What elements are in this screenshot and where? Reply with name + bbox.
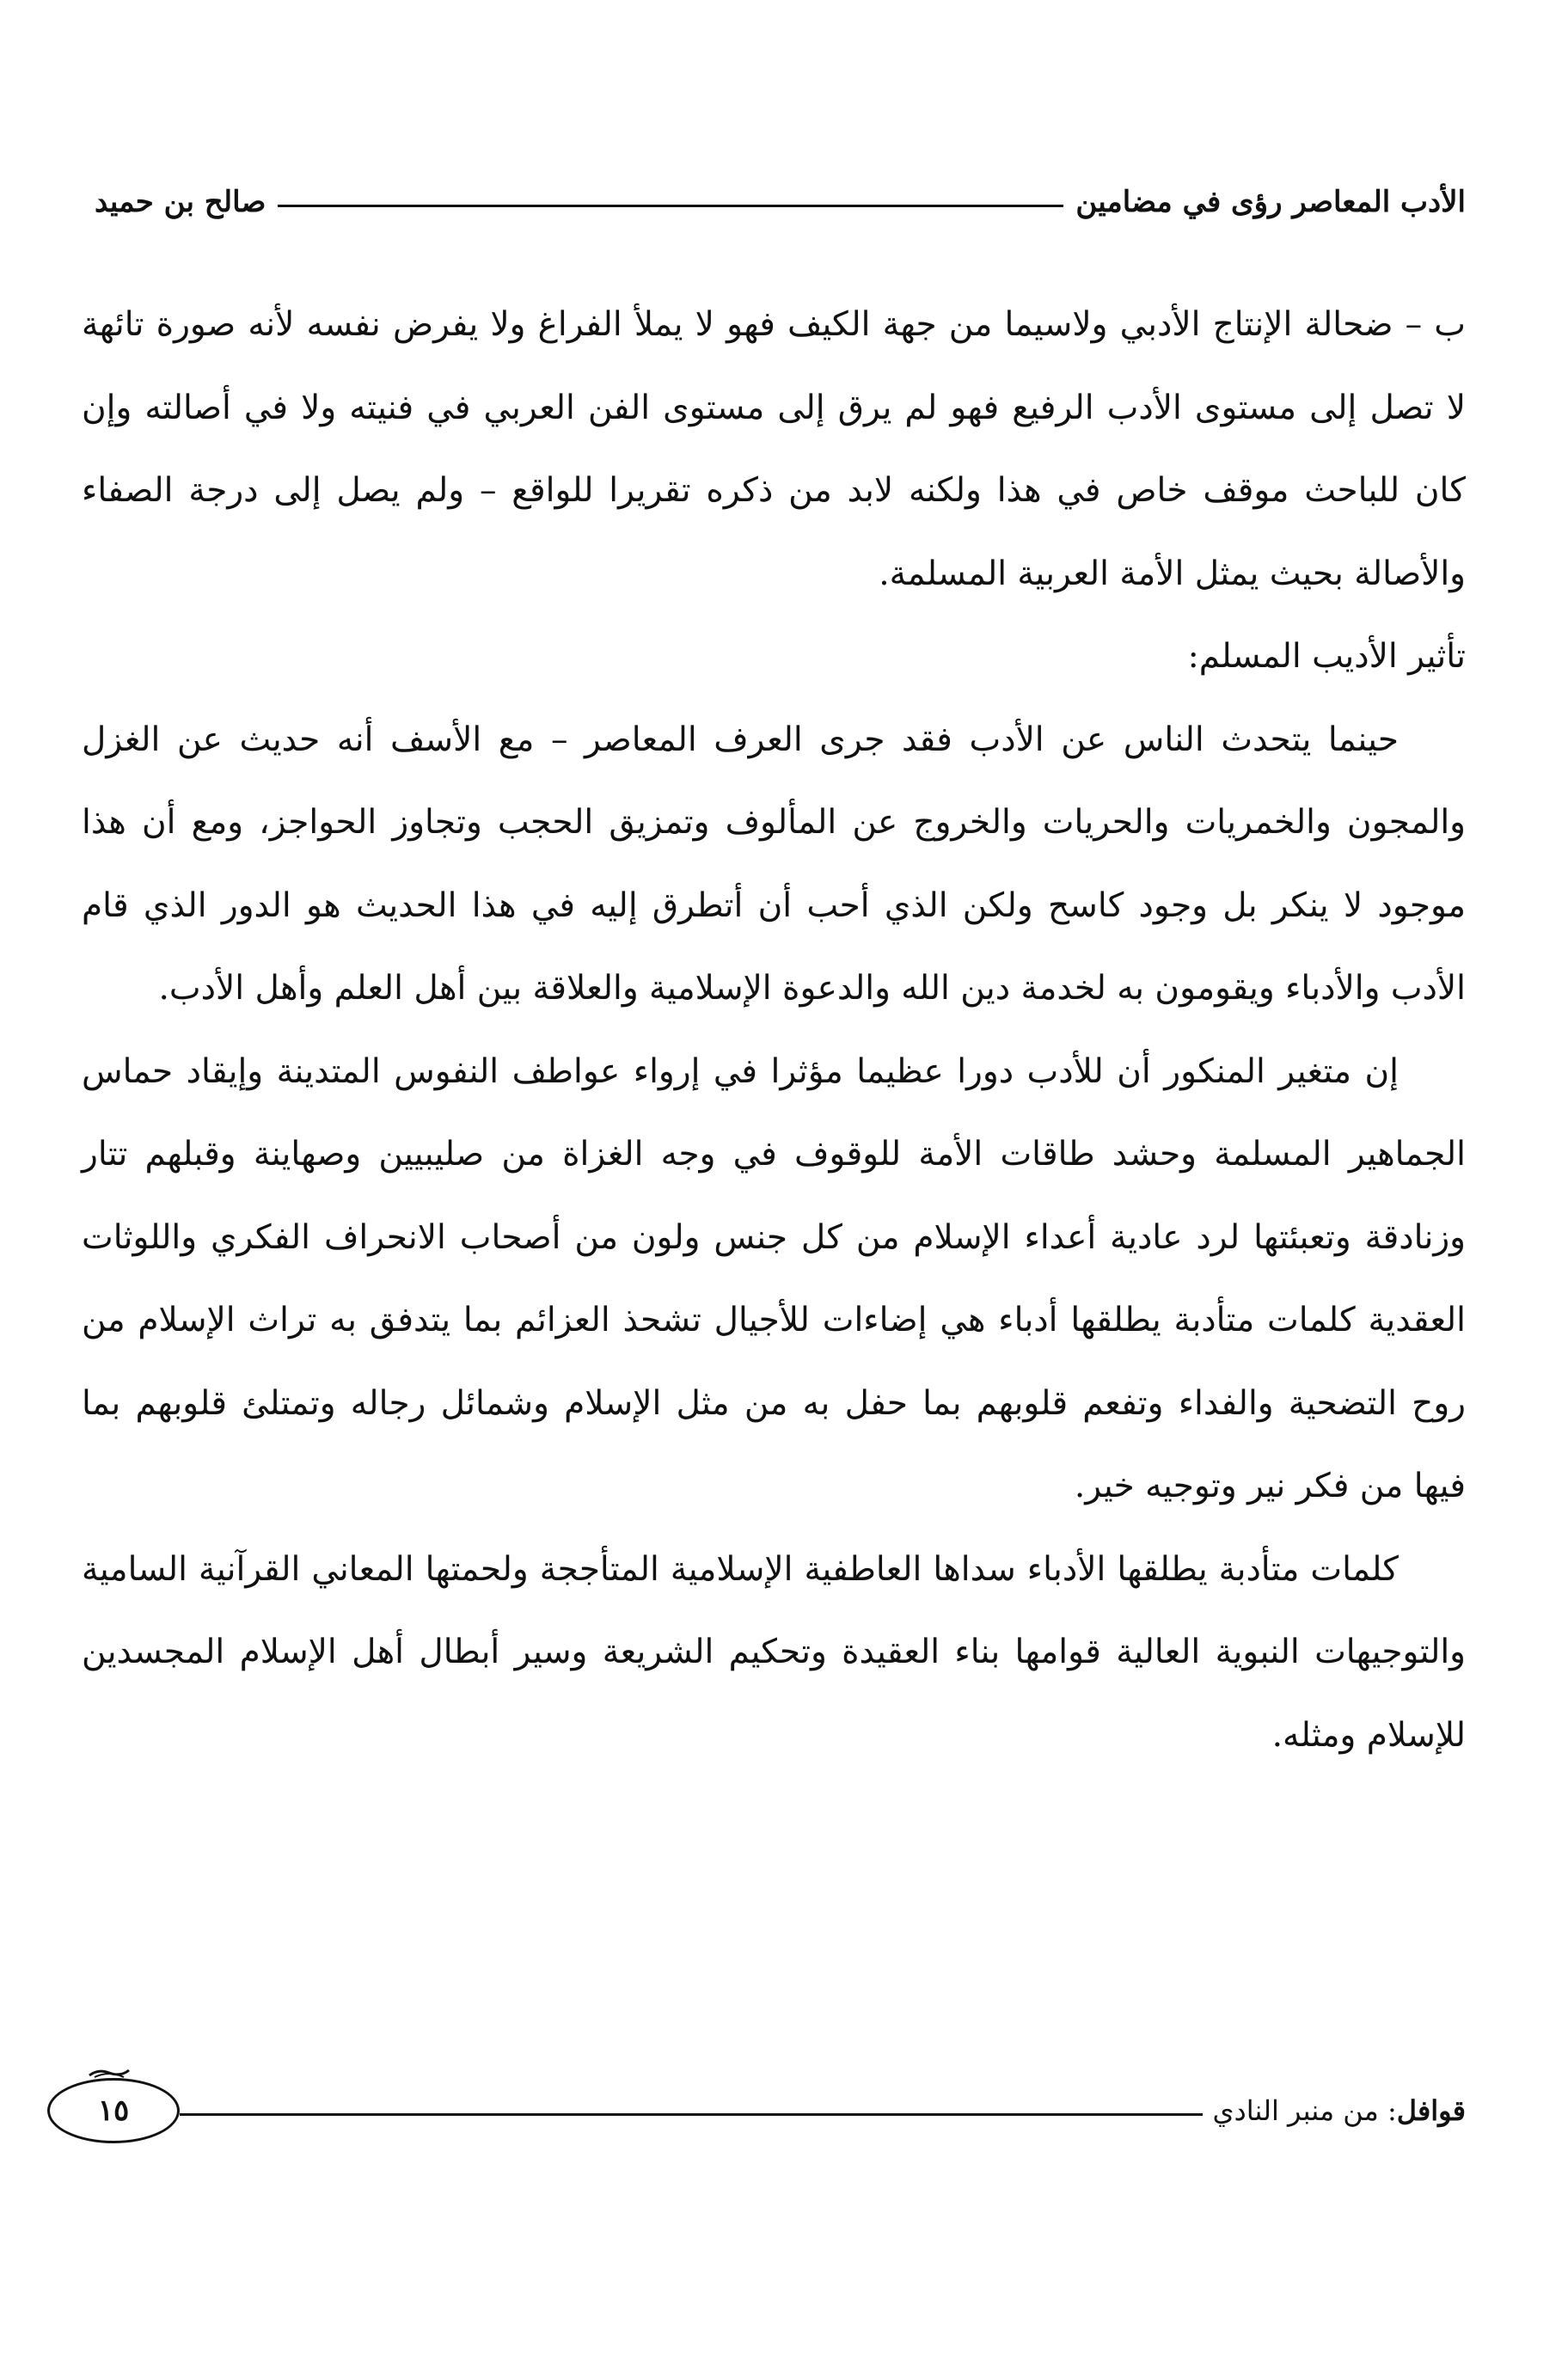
running-header [95, 176, 1466, 228]
book-title: الأدب المعاصر رؤى في مضامين [1075, 185, 1466, 219]
series-subtitle: : من منبر النادي [1212, 2094, 1397, 2127]
footer-rule [180, 2113, 1203, 2116]
body-text [82, 284, 1466, 1777]
paragraph-1: ب – ضحالة الإنتاج الأدبي ولاسيما من جهة الكيف فهو لا يملأ الفراغ ولا يفرض نفسه لأنه صورة تائهة لا تصل إلى مستوى الأدب الرفيع فهو لم يرق إلى مستوى الفن العربي في فنيته ولا في أصالته وإن كان للباحث موقف خاص في هذا ولكنه لابد من ذكره تقريرا للواقع – ولم يصل إلى درجة الصفاء والأصالة بحيث يمثل الأمة العربية المسلمة. [82, 305, 1466, 593]
page-number-badge [47, 2078, 180, 2143]
header-rule [278, 205, 1063, 207]
paragraph-2: حينما يتحدث الناس عن الأدب فقد جرى العرف المعاصر – مع الأسف أنه حديث عن الغزل والمجون والخمريات والحريات والخروج عن المألوف وتمزيق الحجب وتجاوز الحواجز، ومع أن هذا موجود لا ينكر بل وجود كاسح ولكن الذي أحب أن أتطرق إليه في هذا الحديث هو الدور الذي قام الأدب والأدباء ويقومون به لخدمة دين الله والدعوة الإسلامية والعلاقة بين أهل العلم وأهل الأدب. [82, 720, 1466, 1008]
paragraph-4: كلمات متأدبة يطلقها الأدباء سداها العاطفية الإسلامية المتأججة ولحمتها المعاني القرآنية السامية والتوجيهات النبوية العالية قوامها بناء العقيدة وتحكيم الشريعة وسير أبطال أهل الإسلام المجسدين للإسلام ومثله. [82, 1549, 1466, 1755]
section-heading: تأثير الأديب المسلم: [1187, 637, 1466, 676]
ornament-icon [88, 2067, 131, 2079]
series-label [1213, 2094, 1467, 2127]
author-name: صالح بن حميد [95, 185, 266, 219]
series-name: قوافل [1396, 2094, 1466, 2127]
page-number: ١٥ [97, 2093, 130, 2128]
paragraph-3: إن متغير المنكور أن للأدب دورا عظيما مؤثرا في إرواء عواطف النفوس المتدينة وإيقاد حماس الجماهير المسلمة وحشد طاقات الأمة للوقوف في وجه الغزاة من صليبيين وصهاينة وقبلهم تتار وزنادقة وتعبئتها لرد عادية أعداء الإسلام من كل جنس ولون من أصحاب الانحراف الفكري واللوثات العقدية كلمات متأدبة يطلقها أدباء هي إضاءات للأجيال تشحذ العزائم بما يتدفق به تراث الإسلام من روح التضحية والفداء وتفعم قلوبهم بما حفل به من مثل الإسلام وشمائل رجاله وتمتلئ قلوبهم بما فيها من فكر نير وتوجيه خير. [82, 1051, 1466, 1505]
page-footer [47, 2072, 1466, 2149]
